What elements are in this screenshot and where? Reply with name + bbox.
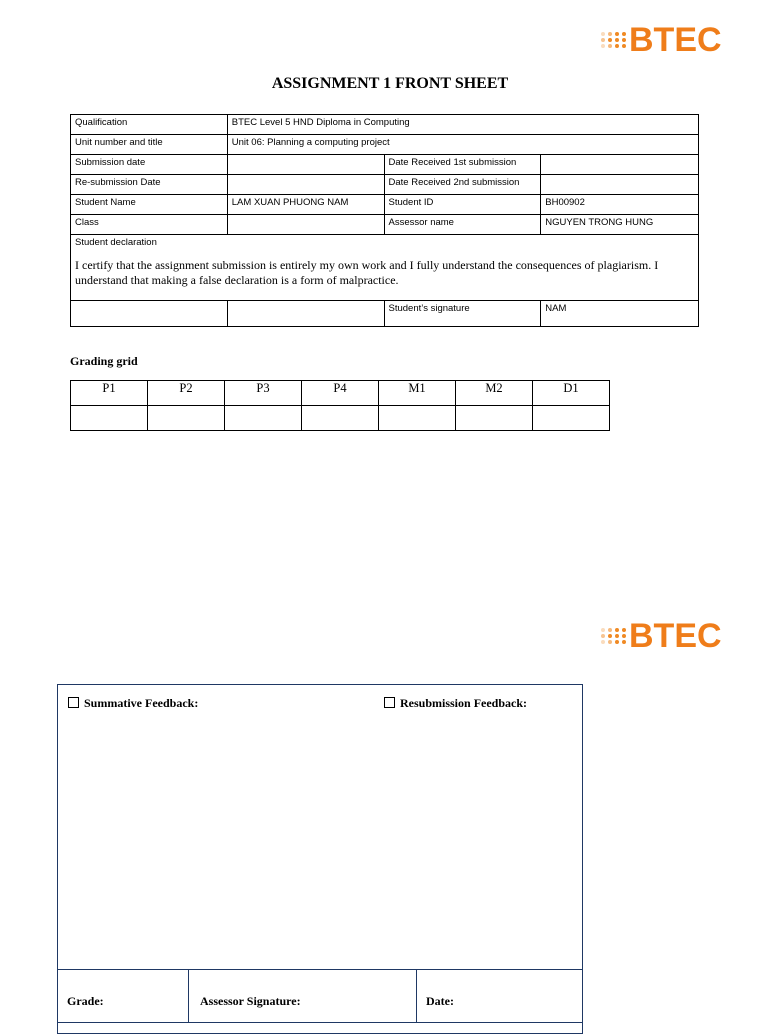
unit-value: Unit 06: Planning a computing project bbox=[227, 135, 698, 155]
date-received-1-label: Date Received 1st submission bbox=[384, 155, 541, 175]
page-title: ASSIGNMENT 1 FRONT SHEET bbox=[271, 75, 509, 92]
qualification-value: BTEC Level 5 HND Diploma in Computing bbox=[227, 115, 698, 135]
grade-header-m1: M1 bbox=[379, 381, 456, 406]
date-label: Date: bbox=[426, 994, 454, 1008]
declaration-cell bbox=[71, 235, 699, 301]
resubmission-date-label: Re-submission Date bbox=[71, 175, 228, 195]
summative-feedback-label: Summative Feedback: bbox=[84, 696, 199, 710]
logo-dots-icon bbox=[601, 628, 627, 644]
grade-cell-p1[interactable] bbox=[71, 406, 148, 431]
class-label: Class bbox=[71, 215, 228, 235]
grade-label: Grade: bbox=[58, 970, 189, 1022]
grade-cell-p2[interactable] bbox=[148, 406, 225, 431]
signature-label: Student’s signature bbox=[384, 301, 541, 327]
declaration-text: I certify that the assignment submission is entirely my own work and I fully understand the consequences of plagiarism. I understand that making a false declaration is a form of malpractice. bbox=[75, 258, 659, 287]
submission-date-value[interactable] bbox=[227, 155, 384, 175]
grade-header-p4: P4 bbox=[302, 381, 379, 406]
grade-header-m2: M2 bbox=[456, 381, 533, 406]
declaration-label: Student declaration bbox=[75, 237, 157, 248]
grading-grid bbox=[70, 380, 610, 431]
feedback-box bbox=[57, 684, 583, 1034]
grade-cell-p4[interactable] bbox=[302, 406, 379, 431]
front-sheet-table bbox=[70, 114, 699, 327]
logo-text: BTEC bbox=[629, 21, 722, 59]
date-received-1-value[interactable] bbox=[541, 155, 699, 175]
qualification-label: Qualification bbox=[71, 115, 228, 135]
unit-label: Unit number and title bbox=[71, 135, 228, 155]
summative-feedback bbox=[68, 696, 198, 711]
signature-value[interactable]: NAM bbox=[541, 301, 699, 327]
student-id-value[interactable]: BH00902 bbox=[541, 195, 699, 215]
signature-empty-1 bbox=[71, 301, 228, 327]
summative-checkbox[interactable] bbox=[68, 697, 79, 708]
date-received-2-value[interactable] bbox=[541, 175, 699, 195]
grade-header-p1: P1 bbox=[71, 381, 148, 406]
student-id-label: Student ID bbox=[384, 195, 541, 215]
date-received-2-label: Date Received 2nd submission bbox=[384, 175, 541, 195]
assessor-value[interactable]: NGUYEN TRONG HUNG bbox=[541, 215, 699, 235]
student-name-value[interactable]: LAM XUAN PHUONG NAM bbox=[227, 195, 384, 215]
grade-header-d1: D1 bbox=[533, 381, 610, 406]
student-name-label: Student Name bbox=[71, 195, 228, 215]
logo-dots-icon bbox=[601, 32, 627, 48]
assessor-label: Assessor name bbox=[384, 215, 541, 235]
signature-empty-2 bbox=[227, 301, 384, 327]
resubmission-feedback-label: Resubmission Feedback: bbox=[400, 696, 528, 710]
grade-cell-m1[interactable] bbox=[379, 406, 456, 431]
resubmission-feedback bbox=[384, 696, 527, 711]
class-value[interactable] bbox=[227, 215, 384, 235]
logo-text: BTEC bbox=[629, 617, 722, 655]
submission-date-label: Submission date bbox=[71, 155, 228, 175]
resubmission-checkbox[interactable] bbox=[384, 697, 395, 708]
grade-header-p3: P3 bbox=[225, 381, 302, 406]
grade-cell-p3[interactable] bbox=[225, 406, 302, 431]
grade-cell-d1[interactable] bbox=[533, 406, 610, 431]
grade-cell-m2[interactable] bbox=[456, 406, 533, 431]
resubmission-date-value[interactable] bbox=[227, 175, 384, 195]
grade-header-p2: P2 bbox=[148, 381, 225, 406]
btec-logo-2 bbox=[601, 619, 722, 653]
assessor-signature-label: Assessor Signature: bbox=[189, 970, 417, 1022]
btec-logo bbox=[601, 23, 722, 57]
grading-grid-title: Grading grid bbox=[70, 354, 138, 368]
feedback-signature-row bbox=[58, 969, 582, 1023]
